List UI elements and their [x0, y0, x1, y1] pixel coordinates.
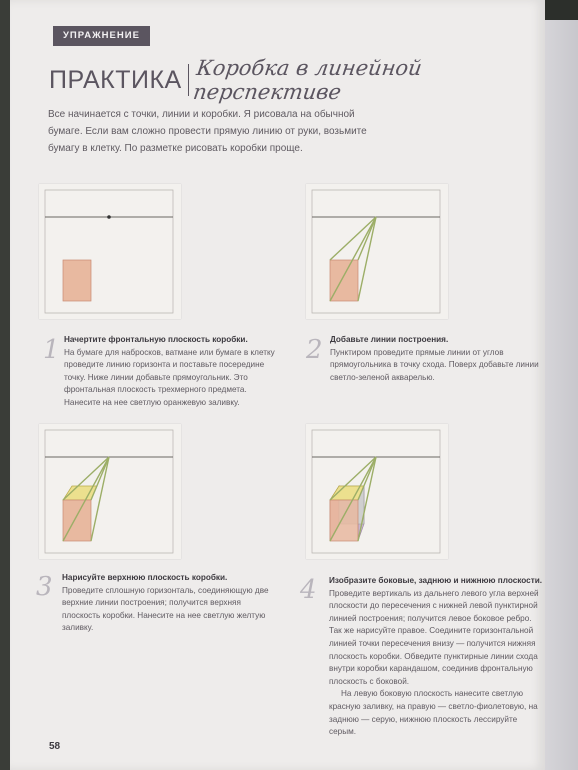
binding-spiral: [0, 0, 10, 770]
step-4-title: Изобразите боковые, заднюю и нижнюю плоскости.: [329, 576, 543, 585]
step-3-number: 3: [36, 572, 53, 602]
step-1-text: На бумаге для набросков, ватмане или бумаге в клетку проведите линию горизонта и поставьте посередине точку. Ниже линии добавьте прямоугольник. Это фронтальная плоскость трехмерного предмета. Нанесите на нее светлую оранжевую заливку.: [64, 347, 275, 407]
title-divider: [188, 64, 189, 96]
drawing-step-3: [39, 424, 181, 559]
drawing-step-4: [306, 424, 448, 559]
step-2-block: [330, 334, 540, 384]
step-1-title: Начертите фронтальную плоскость коробки.: [64, 335, 248, 344]
step-3-title: Нарисуйте верхнюю плоскость коробки.: [62, 573, 228, 582]
step-3-text: Проведите сплошную горизонталь, соединяющую две верхние линии построения; получится верхняя плоскость коробки. Нанесите на нее светлую желтую заливку.: [62, 585, 269, 633]
step-3-block: [62, 572, 277, 635]
book-page: [10, 0, 545, 770]
page-number: 58: [49, 741, 61, 752]
step-4-text-2: На левую боковую плоскость нанесите светлую красную заливку, на правую — светло-фиолетовую, на заднюю — серую, нижнюю плоскость лессируйте серым.: [329, 689, 538, 737]
page-title: [49, 56, 545, 104]
step-4-block: [329, 575, 544, 739]
step-1-number: 1: [43, 335, 60, 365]
section-tag: УПРАЖНЕНИЕ: [53, 26, 150, 46]
intro-paragraph: Все начинается с точки, линии и коробки. Я рисовала на обычной бумаге. Если вам сложно провести прямую линию от руки, возьмите бумагу в клетку. По разметке рисовать коробки проще.: [48, 109, 367, 154]
title-main: ПРАКТИКА: [49, 65, 182, 94]
step-2-title: Добавьте линии построения.: [330, 335, 449, 344]
title-script: Коробка в линейной перспективе: [191, 56, 424, 104]
drawing-step-1: [39, 184, 181, 319]
next-page-edge: [540, 20, 578, 770]
step-1-block: [64, 334, 279, 410]
step-2-text: Пунктиром проведите прямые линии от углов прямоугольника в точку схода. Поверх добавьте линии светло-зеленой акварелью.: [330, 347, 539, 382]
step-4-number: 4: [300, 575, 317, 605]
drawing-step-2: [306, 184, 448, 319]
step-4-text: Проведите вертикаль из дальнего левого угла верхней плоскости до пересечения с нижней левой пунктирной линией построения; получится левое боковое ребро. Так же нарисуйте правое. Соедините горизонтальной линией точки пересечения внизу — получится нижняя плоскость коробки. Обведите пунктирные линии схода внутри коробки карандашом, соединив фронтальную плоскость с боковой.: [329, 588, 539, 686]
step-2-number: 2: [306, 335, 323, 365]
